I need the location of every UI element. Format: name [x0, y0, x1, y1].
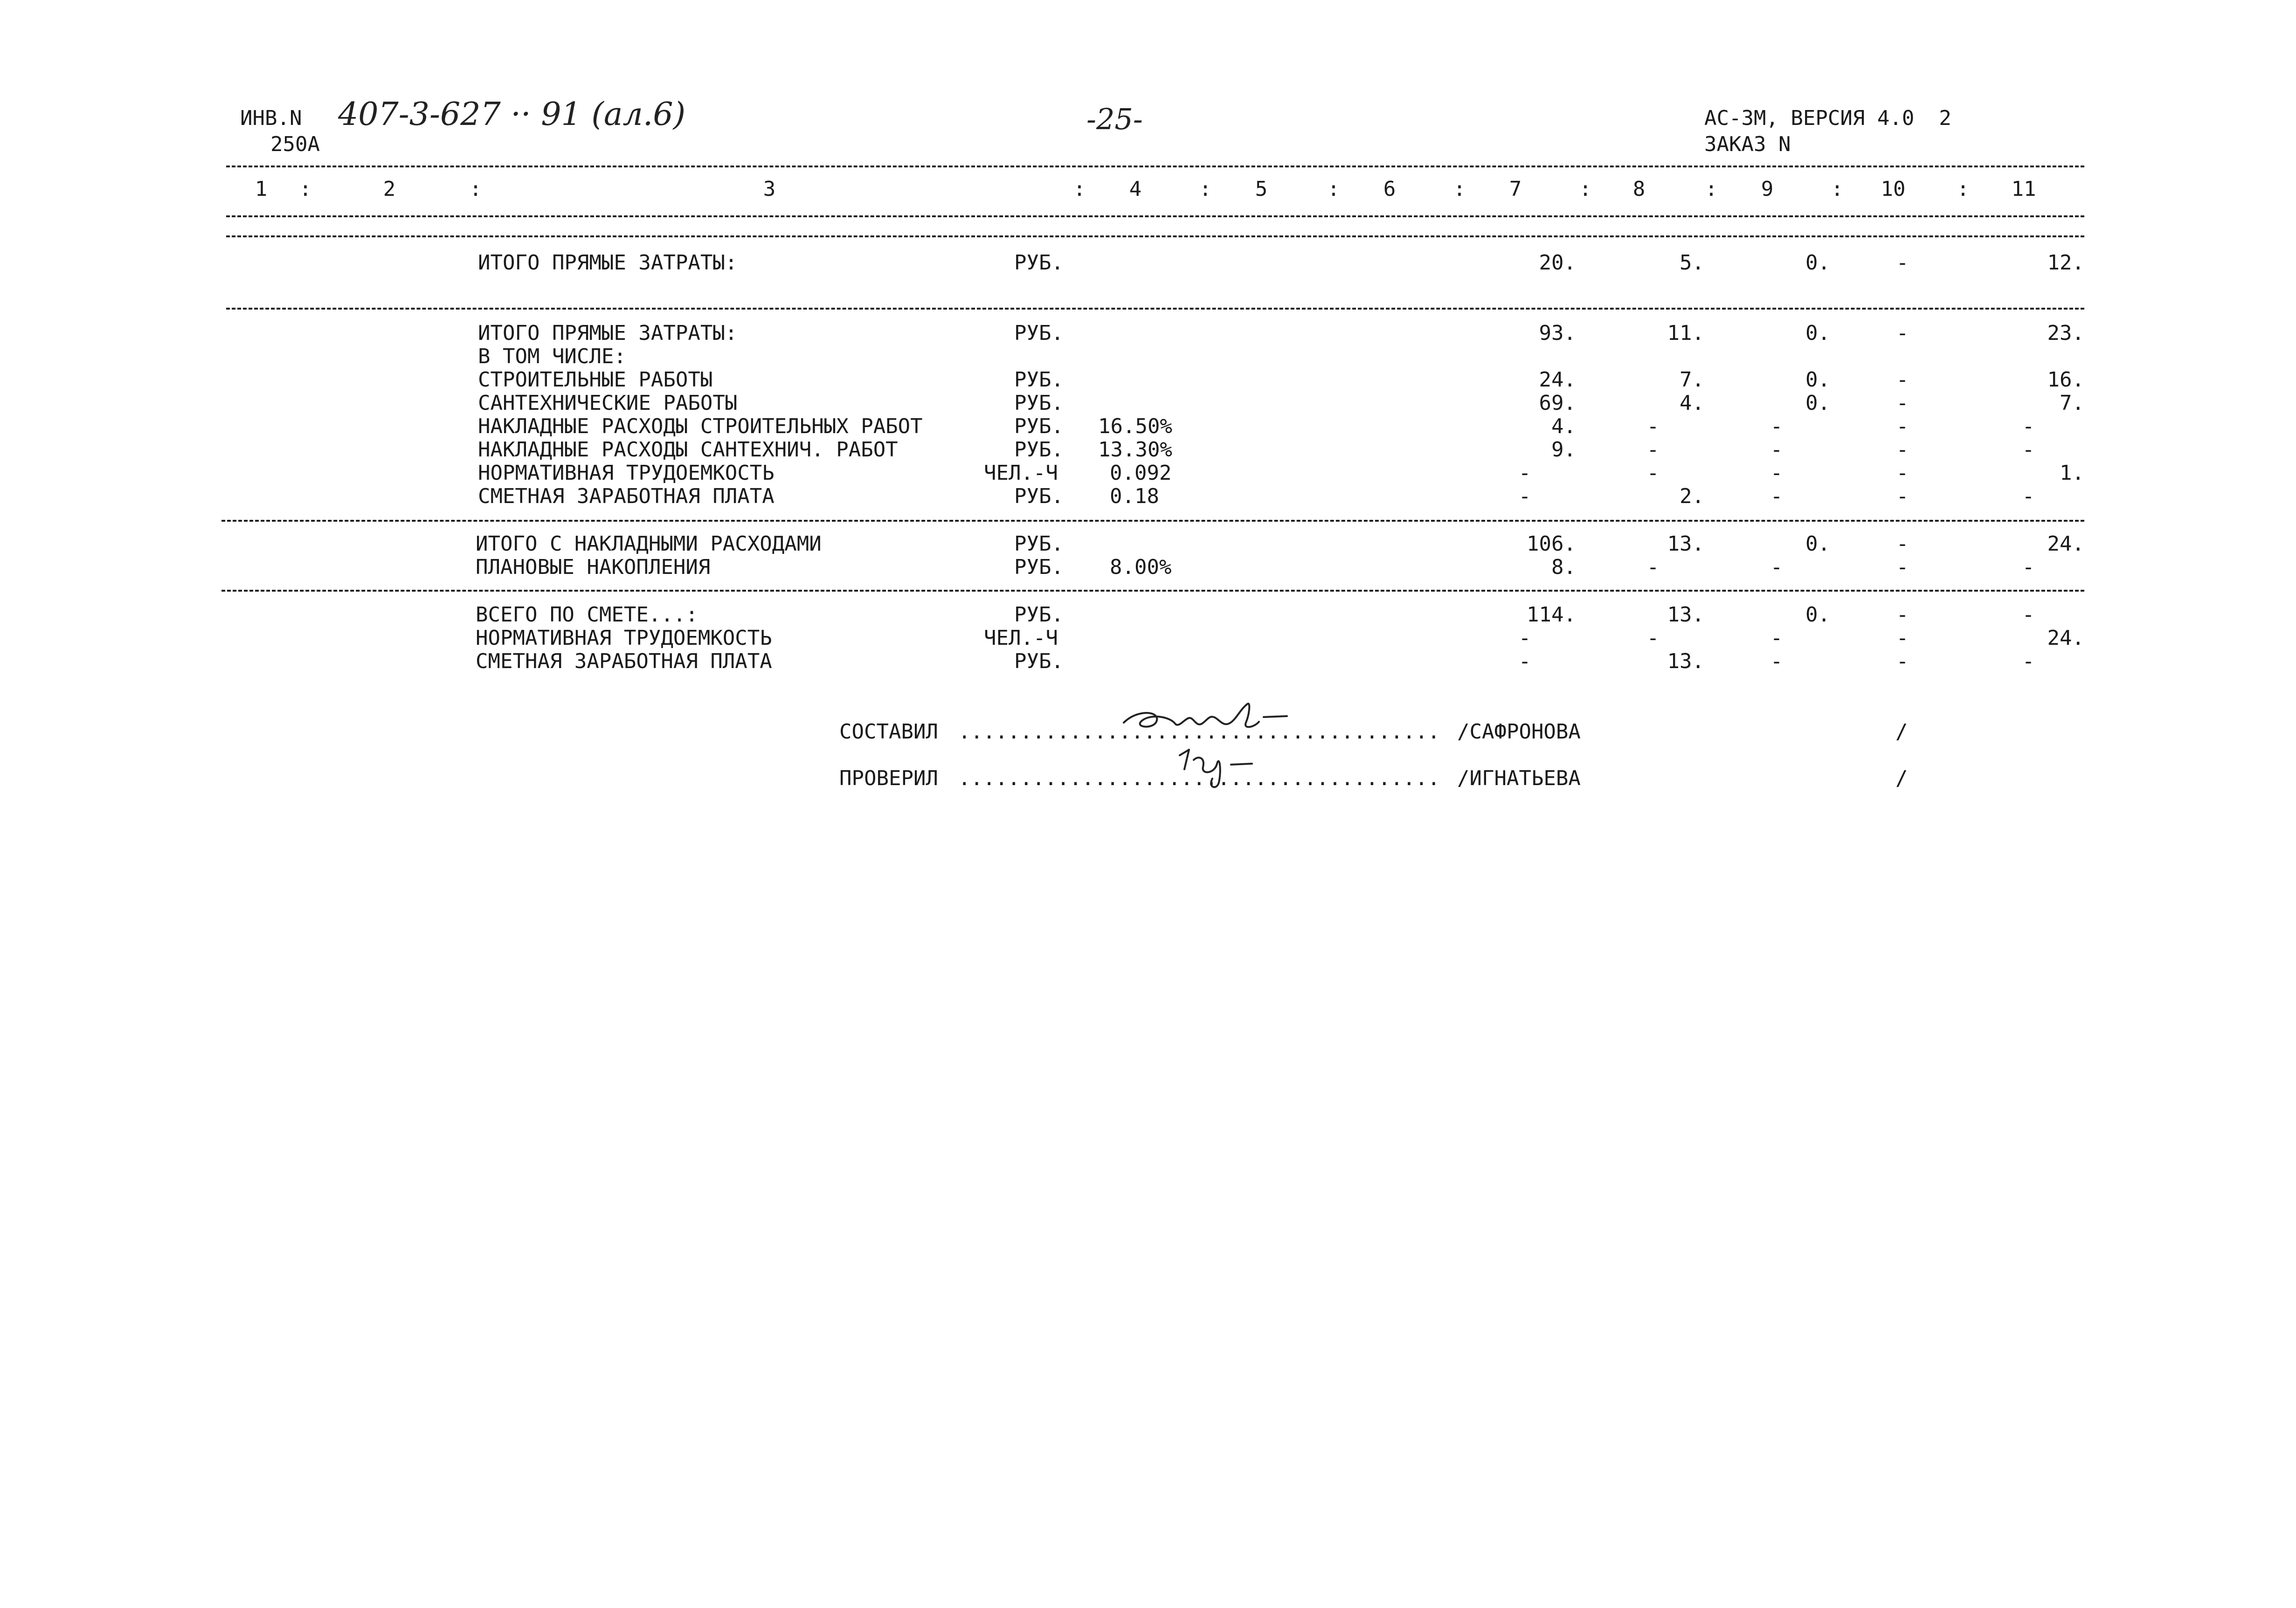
compiled-by-dots: .......................................: [958, 720, 1440, 744]
row-col9: -: [1770, 555, 1783, 579]
row-col7: -: [1518, 461, 1531, 485]
col-sep: :: [1073, 177, 1086, 201]
col-sep: :: [469, 177, 482, 201]
row-col8: 4.: [1680, 391, 1704, 415]
row-name: СМЕТНАЯ ЗАРАБОТНАЯ ПЛАТА: [478, 484, 775, 508]
row-col7: 9.: [1551, 438, 1576, 462]
row-col8: 5.: [1680, 251, 1704, 275]
row-col7: 114.: [1527, 603, 1576, 627]
row-col11: 16.: [2047, 368, 2084, 392]
row-col7: 93.: [1539, 321, 1576, 345]
row-col10: -: [1896, 649, 1909, 673]
row-unit: РУБ.: [1014, 368, 1064, 392]
row-rate: 8.00%: [1110, 555, 1172, 579]
row-col9: -: [1770, 484, 1783, 508]
col-header-11: 11: [2011, 177, 2036, 201]
row-unit: РУБ.: [1014, 438, 1064, 462]
row-col8: -: [1646, 555, 1660, 579]
row-col10: -: [1896, 603, 1909, 627]
row-col10: -: [1896, 532, 1909, 556]
row-col10: -: [1896, 626, 1909, 650]
row-unit: РУБ.: [1014, 484, 1064, 508]
row-col11: -: [2022, 649, 2035, 673]
row-name: СМЕТНАЯ ЗАРАБОТНАЯ ПЛАТА: [476, 649, 772, 673]
row-col8: 13.: [1667, 649, 1704, 673]
row-col7: 24.: [1539, 368, 1576, 392]
row-col11: -: [2022, 603, 2035, 627]
row-col10: -: [1896, 321, 1909, 345]
row-name: ИТОГО ПРЯМЫЕ ЗАТРАТЫ:: [478, 321, 738, 345]
row-name: САНТЕХНИЧЕСКИЕ РАБОТЫ: [478, 391, 738, 415]
inv-label: ИНВ.N: [240, 106, 302, 130]
row-col9: -: [1770, 414, 1783, 438]
program-version: АС-ЗМ, ВЕРСИЯ 4.0 2: [1704, 106, 1951, 130]
row-unit: РУБ.: [1014, 532, 1064, 556]
row-col7: -: [1518, 626, 1531, 650]
row-col8: -: [1646, 626, 1660, 650]
col-sep: :: [1453, 177, 1466, 201]
row-col10: -: [1896, 368, 1909, 392]
row-col9: 0.: [1805, 321, 1830, 345]
row-col8: 7.: [1680, 368, 1704, 392]
row-col7: -: [1518, 649, 1531, 673]
row-unit: РУБ.: [1014, 321, 1064, 345]
row-col7: -: [1518, 484, 1531, 508]
row-col11: 23.: [2047, 321, 2084, 345]
row-col9: 0.: [1805, 368, 1830, 392]
row-unit: РУБ.: [1014, 251, 1064, 275]
row-col7: 106.: [1527, 532, 1576, 556]
row-col8: 2.: [1680, 484, 1704, 508]
row-col7: 4.: [1551, 414, 1576, 438]
header-rule-top: [226, 166, 2084, 167]
checked-signature: [1170, 741, 1292, 797]
col-sep: :: [1579, 177, 1592, 201]
col-sep: :: [1327, 177, 1340, 201]
col-header-2: 2: [383, 177, 396, 201]
col-header-1: 1: [255, 177, 268, 201]
compiled-by-label: СОСТАВИЛ: [839, 720, 938, 744]
row-name: ИТОГО С НАКЛАДНЫМИ РАСХОДАМИ: [476, 532, 822, 556]
row-unit: РУБ.: [1014, 555, 1064, 579]
col-sep: :: [1957, 177, 1970, 201]
checked-by-slash: /: [1895, 766, 1908, 790]
row-name: ИТОГО ПРЯМЫЕ ЗАТРАТЫ:: [478, 251, 738, 275]
order-label: ЗАКАЗ N: [1704, 132, 1791, 156]
row-rate: 0.092: [1110, 461, 1172, 485]
row-col7: 20.: [1539, 251, 1576, 275]
row-col8: 13.: [1667, 603, 1704, 627]
col-header-9: 9: [1761, 177, 1774, 201]
row-col11: -: [2022, 555, 2035, 579]
row-col9: -: [1770, 461, 1783, 485]
row-col8: -: [1646, 461, 1660, 485]
row-name: НОРМАТИВНАЯ ТРУДОЕМКОСТЬ: [478, 461, 775, 485]
row-unit: РУБ.: [1014, 649, 1064, 673]
row-col11: 7.: [2060, 391, 2084, 415]
row-col9: 0.: [1805, 251, 1830, 275]
row-rate: 13.30%: [1098, 438, 1172, 462]
section-rule: [226, 235, 2084, 237]
row-col10: -: [1896, 484, 1909, 508]
row-unit: РУБ.: [1014, 414, 1064, 438]
row-col8: 13.: [1667, 532, 1704, 556]
row-name: ПЛАНОВЫЕ НАКОПЛЕНИЯ: [476, 555, 711, 579]
row-unit: ЧЕЛ.-Ч: [984, 461, 1058, 485]
row-col11: 12.: [2047, 251, 2084, 275]
row-col10: -: [1896, 251, 1909, 275]
row-col11: -: [2022, 438, 2035, 462]
row-col8: -: [1646, 414, 1660, 438]
col-header-7: 7: [1509, 177, 1522, 201]
row-col8: 11.: [1667, 321, 1704, 345]
row-name: СТРОИТЕЛЬНЫЕ РАБОТЫ: [478, 368, 713, 392]
row-name: НАКЛАДНЫЕ РАСХОДЫ САНТЕХНИЧ. РАБОТ: [478, 438, 898, 462]
row-unit: РУБ.: [1014, 603, 1064, 627]
row-col11: -: [2022, 414, 2035, 438]
compiled-signature: [1119, 695, 1315, 746]
checked-by-name: /ИГНАТЬЕВА: [1457, 766, 1581, 790]
section-rule: [221, 520, 2084, 522]
row-col9: 0.: [1805, 391, 1830, 415]
row-col11: 24.: [2047, 626, 2084, 650]
row-col11: 24.: [2047, 532, 2084, 556]
col-header-8: 8: [1632, 177, 1646, 201]
checked-by-label: ПРОВЕРИЛ: [839, 766, 938, 790]
row-col9: 0.: [1805, 532, 1830, 556]
row-col10: -: [1896, 461, 1909, 485]
row-col9: -: [1770, 626, 1783, 650]
row-rate: 0.18: [1110, 484, 1159, 508]
col-header-3: 3: [763, 177, 776, 201]
doc-code: 250А: [270, 132, 320, 156]
row-col8: -: [1646, 438, 1660, 462]
col-sep: :: [1831, 177, 1844, 201]
row-col9: 0.: [1805, 603, 1830, 627]
row-col7: 69.: [1539, 391, 1576, 415]
col-sep: :: [1199, 177, 1212, 201]
inv-number-handwritten: 407-3-627 ·· 91 (ал.6): [338, 96, 686, 133]
row-name: ВСЕГО ПО СМЕТЕ...:: [476, 603, 698, 627]
row-col9: -: [1770, 438, 1783, 462]
col-header-6: 6: [1383, 177, 1396, 201]
row-rate: 16.50%: [1098, 414, 1172, 438]
row-col10: -: [1896, 391, 1909, 415]
col-header-4: 4: [1129, 177, 1142, 201]
col-header-5: 5: [1255, 177, 1268, 201]
col-header-10: 10: [1881, 177, 1906, 201]
row-unit: ЧЕЛ.-Ч: [984, 626, 1058, 650]
page-number-handwritten: -25-: [1086, 102, 1143, 136]
row-name: НОРМАТИВНАЯ ТРУДОЕМКОСТЬ: [476, 626, 772, 650]
row-col7: 8.: [1551, 555, 1576, 579]
compiled-by-name: /САФРОНОВА: [1457, 720, 1581, 744]
row-col9: -: [1770, 649, 1783, 673]
col-sep: :: [299, 177, 312, 201]
row-col11: 1.: [2060, 461, 2084, 485]
row-col10: -: [1896, 555, 1909, 579]
checked-by-dots: .......................................: [958, 766, 1440, 790]
section-rule: [226, 308, 2084, 310]
row-name: В ТОМ ЧИСЛЕ:: [478, 345, 626, 368]
row-unit: РУБ.: [1014, 391, 1064, 415]
row-col10: -: [1896, 414, 1909, 438]
row-name: НАКЛАДНЫЕ РАСХОДЫ СТРОИТЕЛЬНЫХ РАБОТ: [478, 414, 923, 438]
header-rule-bottom: [226, 215, 2084, 217]
compiled-by-slash: /: [1895, 720, 1908, 744]
row-col11: -: [2022, 484, 2035, 508]
col-sep: :: [1705, 177, 1718, 201]
section-rule: [221, 590, 2084, 592]
row-col10: -: [1896, 438, 1909, 462]
